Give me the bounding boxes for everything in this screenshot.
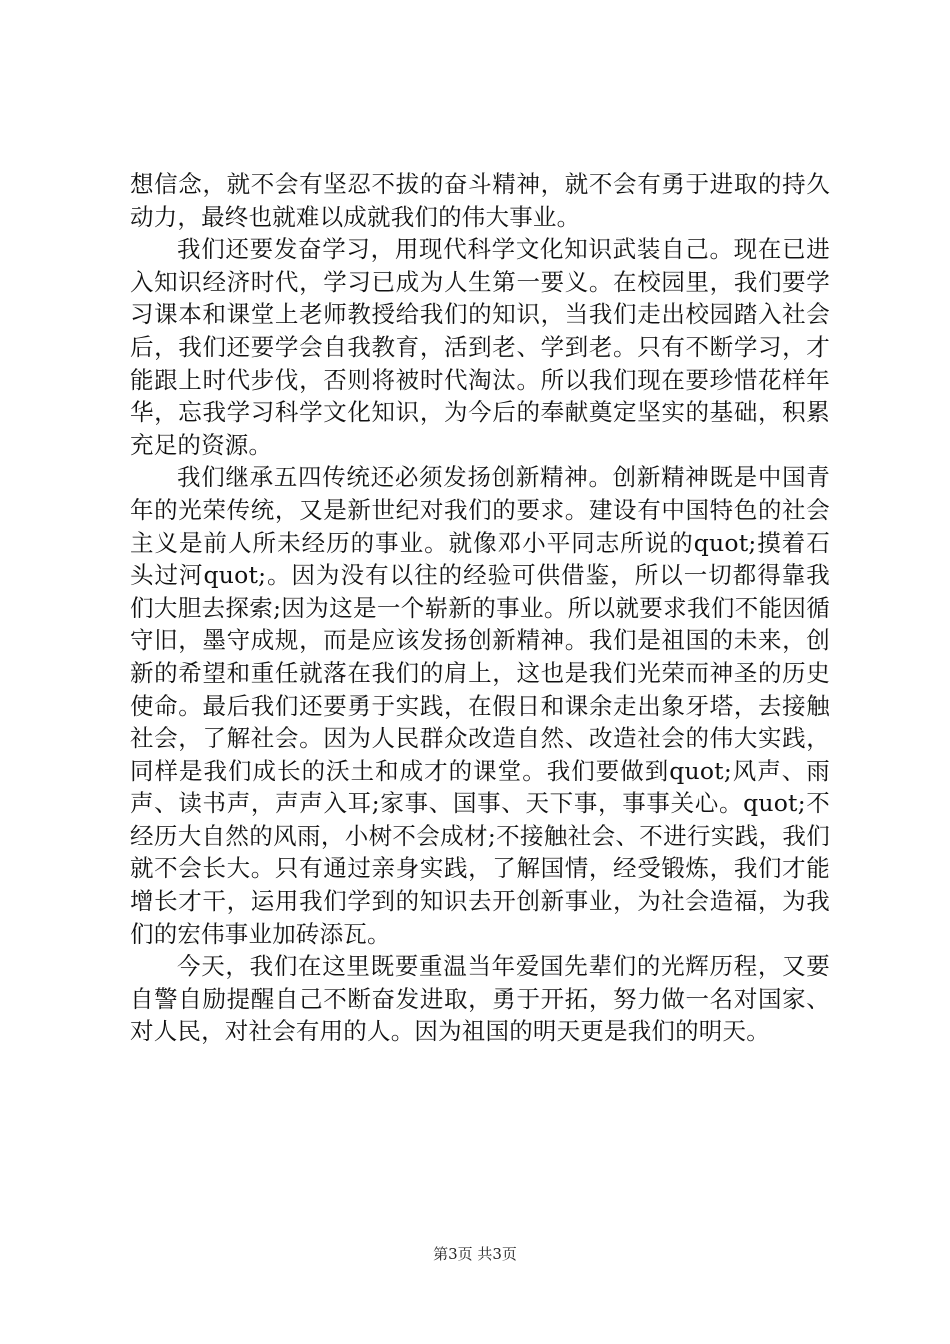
paragraph-innovation: 我们继承五四传统还必须发扬创新精神。创新精神既是中国青年的光荣传统，又是新世纪对我们的要求。建设有中国特色的社会主义是前人所未经历的事业。就像邓小平同志所说的quot;摸着石头过河quot;。因为没有以往的经验可供借鉴，所以一切都得靠我们大胆去探索;因为这是一个崭新的事业。所以就要求我们不能因循守旧，墨守成规，而是应该发扬创新精神。我们是祖国的未来，创新的希望和重任就落在我们的肩上，这也是我们光荣而神圣的历史使命。最后我们还要勇于实践，在假日和课余走出象牙塔，去接触社会，了解社会。因为人民群众改造自然、改造社会的伟大实践，同样是我们成长的沃土和成才的课堂。我们要做到quot;风声、雨声、读书声，声声入耳;家事、国事、天下事，事事关心。quot;不经历大自然的风雨，小树不会成材;不接触社会、不进行实践，我们就不会长大。只有通过亲身实践，了解国情，经受锻炼，我们才能增长才干，运用我们学到的知识去开创新事业，为社会造福，为我们的宏伟事业加砖添瓦。 <box>130 463 830 948</box>
page-footer: 第3页 共3页 <box>433 1245 517 1263</box>
paragraph-study: 我们还要发奋学习，用现代科学文化知识武装自己。现在已进入知识经济时代，学习已成为人生第一要义。在校园里，我们要学习课本和课堂上老师教授给我们的知识，当我们走出校园踏入社会后，我们还要学会自我教育，活到老、学到老。只有不断学习，才能跟上时代步伐，否则将被时代淘汰。所以我们现在要珍惜花样年华，忘我学习科学文化知识，为今后的奉献奠定坚实的基础，积累充足的资源。 <box>130 235 830 459</box>
document-body <box>130 168 830 1048</box>
paragraph-continuation: 想信念，就不会有坚忍不拔的奋斗精神，就不会有勇于进取的持久动力，最终也就难以成就我们的伟大事业。 <box>130 170 830 231</box>
paragraph-conclusion: 今天，我们在这里既要重温当年爱国先辈们的光辉历程，又要自警自励提醒自己不断奋发进取，勇于开拓，努力做一名对国家、对人民，对社会有用的人。因为祖国的明天更是我们的明天。 <box>130 952 830 1046</box>
